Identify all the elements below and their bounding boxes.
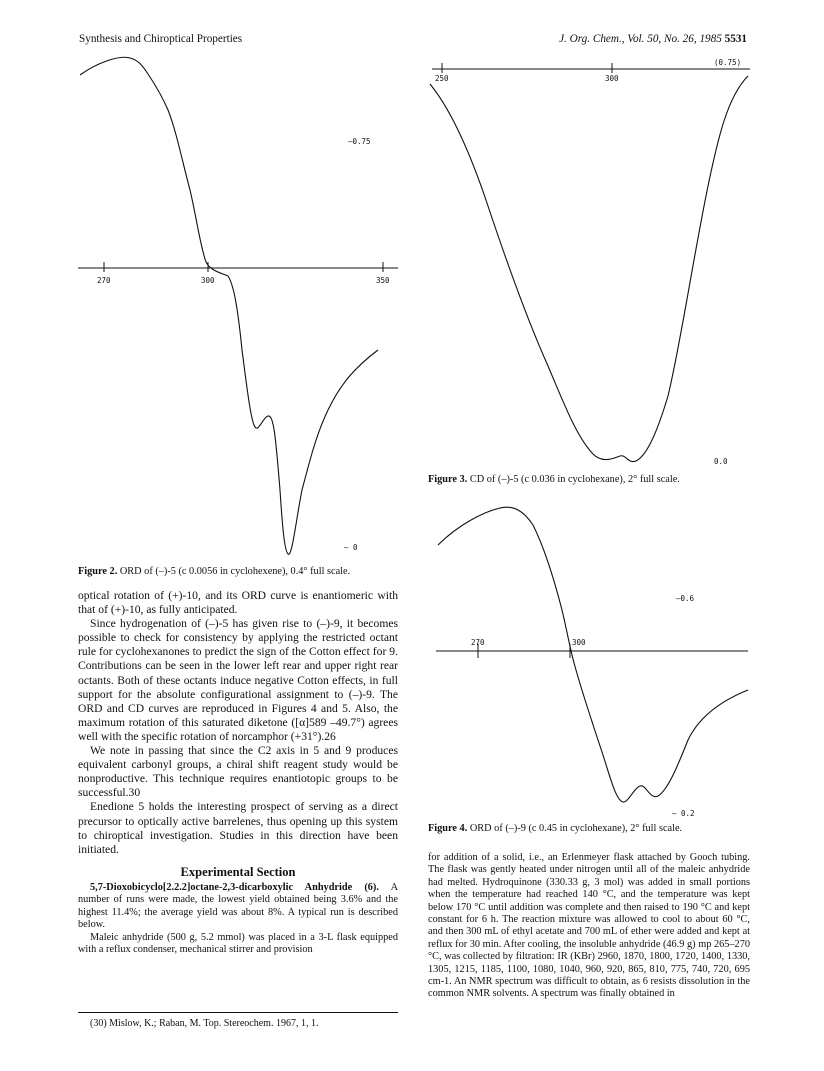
figure-2-caption (78, 565, 408, 578)
figure-3-plot (428, 56, 753, 471)
experimental-paragraph (78, 882, 398, 932)
experimental-text-run: A number of runs were made, the lowest yield obtained being 3.6% and the highest 11.4%; the average yield was about 8%. A typical run is described below. (78, 881, 398, 931)
figure-2-curve (80, 57, 378, 554)
figure-3-tick-label: 300 (605, 74, 619, 83)
footnote-rule (78, 1012, 398, 1013)
figure-2-caption-text: ORD of (–)-5 (c 0.0056 in cyclohexene), 0.4° full scale. (119, 566, 351, 577)
figure-2-tick-label: 350 (376, 276, 390, 285)
figure-4-marker-top: —0.6 (676, 594, 695, 603)
section-heading: Experimental Section (180, 864, 296, 879)
figure-4-plot (428, 500, 753, 818)
journal-citation: J. Org. Chem., Vol. 50, No. 26, 1985 (559, 33, 722, 45)
figure-3-curve (430, 76, 748, 462)
paragraph: Enedione 5 holds the interesting prospect of serving as a direct precursor to optically active barrelenes, thus opening up this system to chiroptical investigation. Studies in this direction have been initiated. (78, 800, 398, 856)
figure-4-tick-label: 300 (572, 638, 586, 647)
figure-4-caption-label: Figure 4. (428, 823, 468, 834)
paragraph: Since hydrogenation of (–)-5 has given rise to (–)-9, it becomes possible to check for consistency by applying the restricted octant rule for cyclohexanones to predict the sign of the Cotton effect for 9. Contributions can be seen in the lower left rear and upper right rear octants. Both of these octants induce negative Cotton effects, in full support for the absolute configurational assignment to (–)-9. The ORD and CD curves are reproduced in Figures 4 and 5. Also, the maximum rotation of this saturated diketone ([α]589 –49.7°) agrees well with the specific rotation of norcamphor (+31°).26 (78, 617, 398, 743)
figure-2-tick-label: 300 (201, 276, 215, 285)
paragraph: We note in passing that since the C2 axis in 5 and 9 produces equivalent carbonyl groups, a chiral shift reagent study would be nonproductive. This technique requires enantiotopic groups to be successful.30 (78, 744, 398, 800)
running-header-title: Synthesis and Chiroptical Properties (79, 33, 243, 45)
figure-2-marker-bottom: — 0 (344, 543, 358, 552)
figure-2-plot (78, 50, 408, 560)
figure-4-caption-text: ORD of (–)-9 (c 0.45 in cyclohexane), 2° full scale. (469, 823, 683, 834)
figure-3-caption-label: Figure 3. (428, 474, 468, 485)
figure-4-tick-label: 270 (471, 638, 485, 647)
paragraph: for addition of a solid, i.e., an Erlenmeyer flask attached by Gooch tubing. The flask was gently heated under nitrogen until all of the maleic anhydride had melted. Hydroquinone (330.33 g, 3 mol) was added in small portions when the temperature had reached 140 °C, and the temperature was kept below 170 °C until addition was complete and then raised to 190 °C and kept constant for 6 h. The reaction mixture was allowed to cool to about 60 °C, and then 300 mL of ethyl acetate and 700 mL of ether were added and kept at reflux for 30 min. After cooling, the insoluble anhydride (46.9 g) mp 265–270 °C, was collected by filtration: IR (KBr) 2960, 1870, 1800, 1720, 1400, 1330, 1305, 1215, 1185, 1100, 1080, 1040, 960, 920, 865, 810, 775, 740, 720, 695 cm-1. An NMR spectrum was difficult to obtain, as 6 resists dissolution in the common NMR solvents. A spectrum was finally obtained in (428, 852, 750, 1000)
figure-3-caption-text: CD of (–)-5 (c 0.036 in cyclohexane), 2° full scale. (469, 474, 680, 485)
footnote: (30) Mislow, K.; Raban, M. Top. Stereochem. 1967, 1, 1. (90, 1018, 319, 1029)
paragraph: optical rotation of (+)-10, and its ORD curve is enantiomeric with that of (+)-10, as fully anticipated. (78, 589, 398, 617)
figure-3-tick-label: 250 (435, 74, 449, 83)
experimental-text (78, 882, 398, 956)
figure-4-caption (428, 822, 753, 835)
compound-title: 5,7-Dioxobicyclo[2.2.2]octane-2,3-dicarboxylic Anhydride (6). (90, 881, 379, 893)
figure-2-marker-top: —0.75 (348, 137, 371, 146)
figure-3-marker-bottom: 0.0 (714, 457, 728, 466)
figure-2-tick-label: 270 (97, 276, 111, 285)
figure-4-curve (438, 507, 748, 802)
figure-3-caption (428, 473, 753, 486)
page-number: 5531 (724, 33, 747, 45)
right-column (428, 852, 750, 1001)
figure-2-caption-label: Figure 2. (78, 566, 118, 577)
figure-3-marker-top: (0.75) (714, 58, 742, 67)
experimental-paragraph: Maleic anhydride (500 g, 5.2 mmol) was placed in a 3-L flask equipped with a reflux condenser, mechanical stirrer and provision (78, 931, 398, 955)
figure-4-marker-bottom: — 0.2 (672, 809, 695, 818)
left-column (78, 589, 398, 956)
running-header-journal (559, 33, 747, 45)
